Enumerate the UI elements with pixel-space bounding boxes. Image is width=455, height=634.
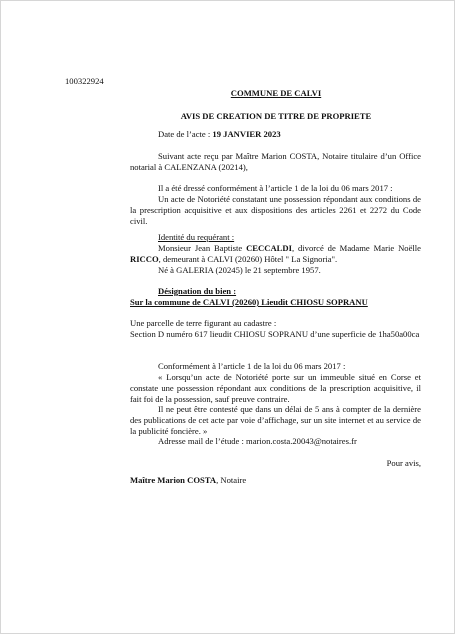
notoriety-paragraph: Un acte de Notoriété constatant une possession répondant aux conditions de la prescription acquisitive et aux dispositions des articles 2261 et 2272 du Code civil.: [130, 194, 421, 226]
applicant-birth: Né à GALERIA (20245) le 21 septembre 1957.: [158, 265, 321, 275]
act-date-value: 19 JANVIER 2023: [212, 129, 281, 139]
signatory-role: , Notaire: [216, 475, 247, 485]
property-location: Sur la commune de CALVI (20260) Lieudit CHIOSU SOPRANU: [130, 297, 368, 307]
parcel-detail: Section D numéro 617 lieudit CHIOSU SOPRANU d’une superficie de 1ha50a00ca: [130, 329, 420, 339]
law-quote-paragraph-2: Il ne peut être contesté que dans un délai de 5 ans à compter de la dernière des publications de cet acte par voie d’affichage, sur un site internet et au service de la publicité foncière. »: [130, 404, 421, 436]
applicant-heading: Identité du requérant :: [158, 232, 235, 242]
office-email: Adresse mail de l’étude : marion.costa.20043@notaires.fr: [158, 436, 357, 446]
applicant-name: CECCALDI: [246, 243, 292, 253]
intro-received-paragraph: Suivant acte reçu par Maître Marion COSTA, Notaire titulaire d’un Office notarial à CALENZANA (20214),: [130, 151, 421, 172]
law-quote-paragraph-1: « Lorsqu’un acte de Notoriété porte sur un immeuble situé en Corse et constate une possession répondant aux conditions de la prescription acquisitive, il fait foi de la possession, sauf preuve contraire.: [130, 372, 421, 404]
closing-for-notice: Pour avis,: [386, 458, 421, 468]
property-heading: Désignation du bien :: [158, 286, 237, 296]
signatory-name: Maître Marion COSTA: [130, 475, 217, 485]
intro-drawn-line: Il a été dressé conformément à l’article 1 de la loi du 06 mars 2017 :: [158, 183, 393, 193]
applicant-paragraph: Monsieur Jean Baptiste CECCALDI, divorcé de Madame Marie Noëlle RICCO, demeurant à CALVI (20260) Hôtel " La Signoria".: [130, 243, 421, 264]
act-date: [158, 129, 281, 140]
law-conformity-line: Conformément à l’article 1 de la loi du 06 mars 2017 :: [158, 361, 346, 371]
act-date-label: Date de l’acte :: [158, 129, 213, 139]
ex-spouse-name: RICCO: [130, 254, 159, 264]
document-title: AVIS DE CREATION DE TITRE DE PROPRIETE: [180, 111, 372, 121]
signature-line: [130, 475, 246, 486]
commune-heading: COMMUNE DE CALVI: [230, 88, 322, 98]
parcel-intro: Une parcelle de terre figurant au cadastre :: [130, 318, 277, 328]
reference-number: 100322924: [65, 76, 104, 86]
